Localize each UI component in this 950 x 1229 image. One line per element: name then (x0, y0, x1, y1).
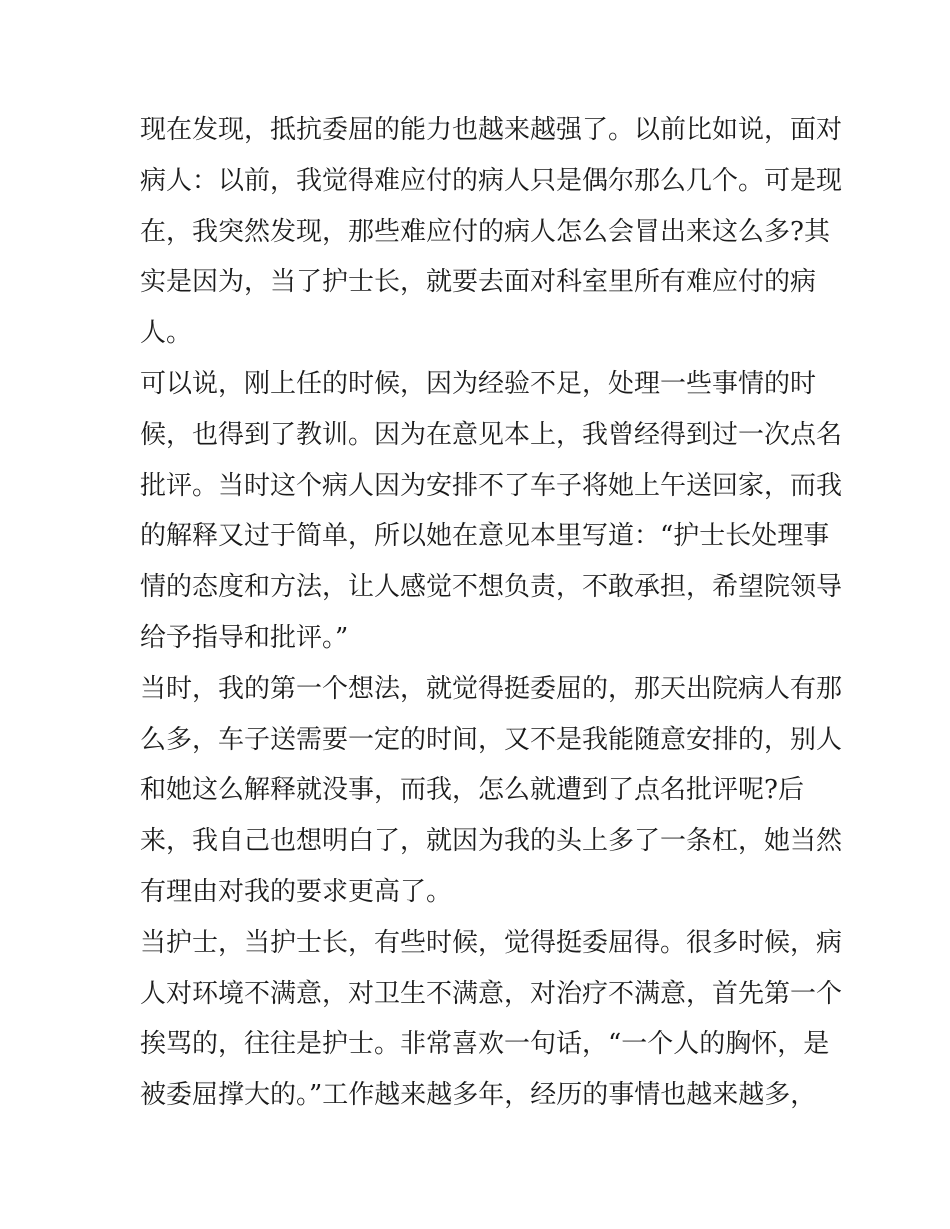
text-line: 和她这么解释就没事，而我，怎么就遭到了点名批评呢?后 (140, 775, 804, 806)
text-line: 来，我自己也想明白了，就因为我的头上多了一条杠，她当然 (140, 826, 843, 857)
text-line: 现在发现，抵抗委屈的能力也越来越强了。以前比如说，面对 (140, 115, 843, 145)
body-text (140, 105, 843, 1121)
text-line: 候，也得到了教训。因为在意见本上，我曾经得到过一次点名 (140, 419, 843, 450)
text-line: 实是因为，当了护士长，就要去面对科室里所有难应付的病 (140, 267, 817, 298)
text-line: 给予指导和批评。” (140, 622, 349, 653)
text-line: 批评。当时这个病人因为安排不了车子将她上午送回家，而我 (140, 470, 843, 501)
text-line: 被委屈撑大的。”工作越来越多年，经历的事情也越来越多， (140, 1080, 817, 1111)
text-line: 挨骂的，往往是护士。非常喜欢一句话，“一个人的胸怀，是 (140, 1029, 830, 1060)
text-line: 在，我突然发现，那些难应付的病人怎么会冒出来这么多?其 (140, 216, 830, 247)
text-line: 有理由对我的要求更高了。 (140, 876, 453, 907)
text-line: 病人：以前，我觉得难应付的病人只是偶尔那么几个。可是现 (140, 165, 843, 196)
text-line: 人。 (140, 318, 193, 349)
text-line: 情的态度和方法，让人感觉不想负责，不敢承担，希望院领导 (140, 572, 843, 603)
text-line: 可以说，刚上任的时候，因为经验不足，处理一些事情的时 (140, 368, 817, 399)
text-line: 当时，我的第一个想法，就觉得挺委屈的，那天出院病人有那 (140, 673, 843, 704)
text-line: 么多，车子送需要一定的时间，又不是我能随意安排的，别人 (140, 724, 843, 755)
text-line: 人对环境不满意，对卫生不满意，对治疗不满意，首先第一个 (140, 978, 843, 1009)
text-line: 的解释又过于简单，所以她在意见本里写道：“护士长处理事 (140, 521, 830, 552)
text-line: 当护士，当护士长，有些时候，觉得挺委屈得。很多时候，病 (140, 927, 843, 958)
